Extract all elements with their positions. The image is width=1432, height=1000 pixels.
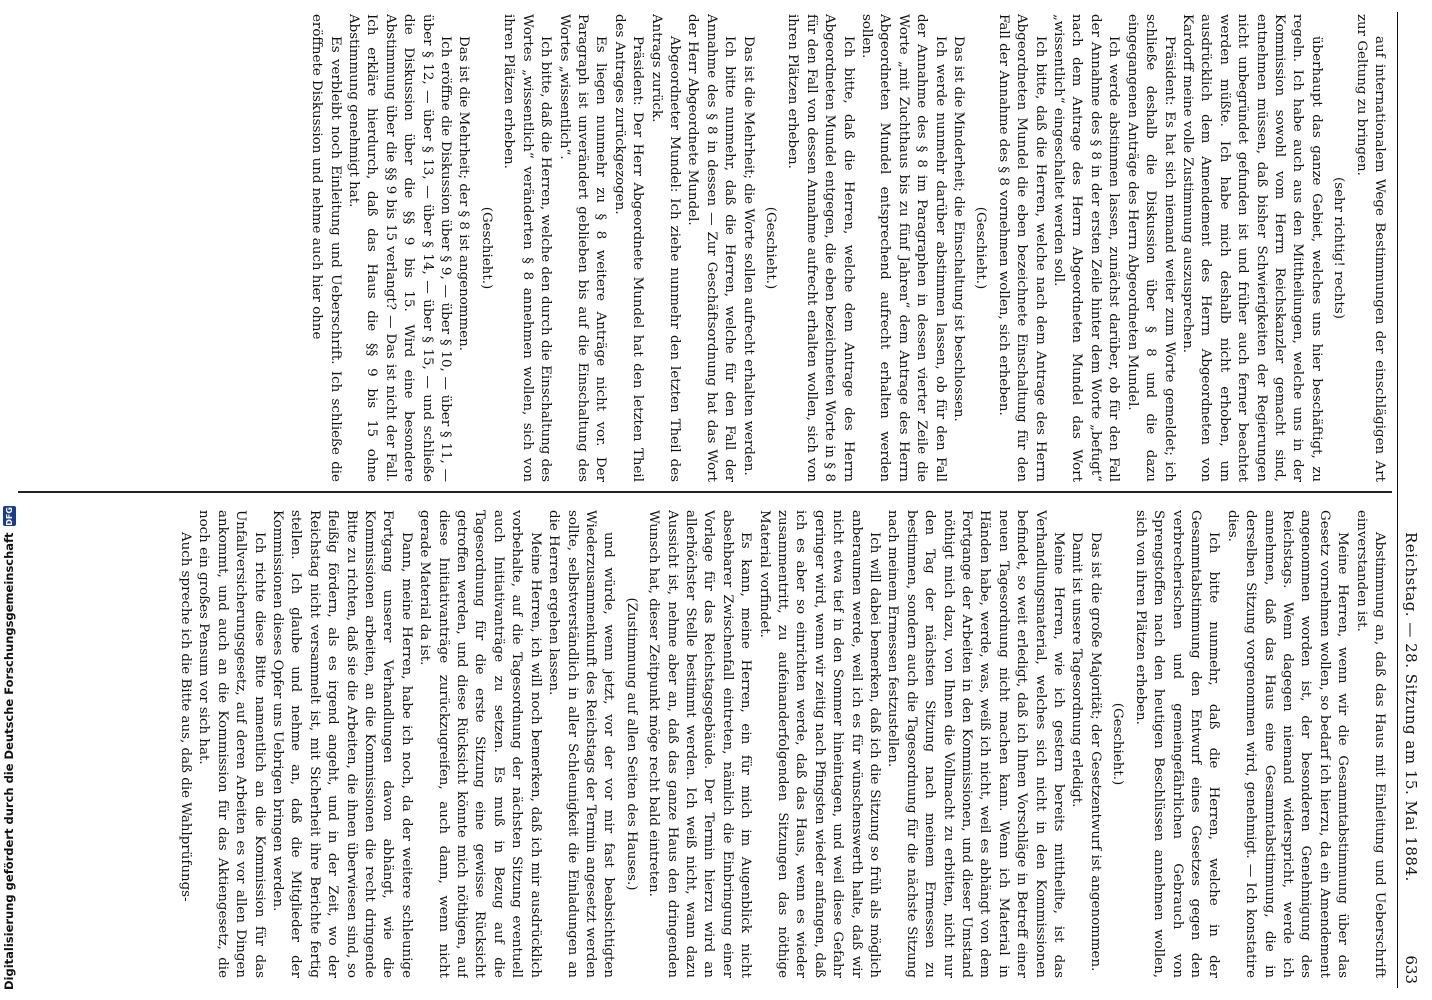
- paragraph: Ich werde nunmehr darüber abstimmen lassen, ob für den Fall der Annahme des § 8 im Paragraphen in dessen vierter Zeile die Worte „mit Zuchthaus bis zu fünf Jahren“ dem Antrage des Herrn Abgeordneten Mundel entsprechend aufrecht erhalten werden sollen.: [859, 14, 948, 482]
- paragraph: Auch spreche ich die Bitte aus, daß die Wahlprüfungs-: [178, 532, 193, 902]
- stage-direction: (Geschieht.): [973, 206, 989, 290]
- column-divider: [12, 491, 1392, 493]
- paragraph: Das ist die große Majorität; der Gesetzentwurf ist angenommen.: [1087, 532, 1103, 972]
- paragraph: Abgeordneter Mundel: Ich ziehe nunmehr den letzten Theil des Antrags zurück.: [648, 14, 682, 482]
- footer-strip: [0, 0, 18, 1000]
- paragraph: Ich richte diese Bitte namentlich an die Kommission für das Unfallversicherungsgesetz, auf deren Arbeiten es vor allen Dingen ankommt, und auch an die Kommission für das Aktiengesetz, die noch ein großes Pensum vor sich hat.: [196, 510, 267, 978]
- stage-direction: (Geschieht.): [763, 206, 778, 290]
- stage-direction: (sehr richtig! rechts): [1331, 177, 1347, 319]
- stage-direction: (Geschieht.): [478, 206, 494, 290]
- paragraph: Meine Herren, wie ich gestern bereits mittheilte, ist das Verhandlungsmaterial, welches sich nicht in den Kommissionen befindet, so weit erledigt, daß ich Ihnen Vorschläge in Betreff einer neuen Tagesordnung nicht machen kann. Wenn ich Material in Händen habe, werde, was, weiß ich nicht, weil es abhängt von dem Fortgange der Arbeiten in den Kommissionen, und dieser Umstand nöthigt mich dazu, von Ihnen die Vollmacht zu erbitten, nicht nur den Tag der nächsten Sitzung nach meinem Ermessen zu bestimmen, sondern auch die Tagesordnung für die nächste Sitzung nach meinem Ermessen festzustellen.: [885, 510, 1067, 978]
- paragraph: Das ist die Minderheit; die Einschaltung ist beschlossen.: [951, 36, 967, 422]
- paragraph: und würde, wenn jetzt, vor der vor mir fast beabsichtigten Wiederzusammenkunft des Reichstags der Termin angesetzt werden sollte, selbstverständlich in aller Schleunigkeit die Einladungen an die Herren ergehen lassen.: [546, 510, 617, 978]
- page-header: [1397, 12, 1424, 988]
- paragraph: Es liegen nunmehr zu § 8 weitere Anträge nicht vor. Der Paragraph ist unverändert geblieben bis auf die Einschaltung des Wortes „wissentlich“.: [556, 14, 609, 482]
- paragraph: Das ist die Mehrheit; der § 8 ist angenommen.: [456, 36, 472, 351]
- paragraph: Dann, meine Herren, habe ich noch, da der weitere schleunige Fortgang unserer Verhandlungen davon abhängt, wie die Kommissionen arbeiten, an die Kommissionen die recht dringende Bitte zu richten, daß sie die Arbeiten, die ihnen überwiesen sind, so fleißig fördern, als es irgend angeht, und in der Zeit, wo der Reichstag nicht versammelt ist, mit Sicherheit ihre Berichte fertig stellen. Ich glaube und nehme an, daß die Mitglieder der Kommissionen dieses Opfer uns Uebrigen bringen werden.: [270, 510, 414, 978]
- paragraph: Ich bitte, daß die Herren, welche den durch die Einschaltung des Wortes „wissentlich“ veränderten § 8 annehmen wollen, sich von ihren Plätzen erheben.: [501, 14, 554, 482]
- funding-text: Digitalisierung gefördert durch die Deutsche Forschungsgemeinschaft: [2, 532, 16, 990]
- funding-note: [0, 0, 18, 1000]
- stage-direction: (Geschieht.): [1110, 702, 1126, 786]
- paragraph: Meine Herren, ich will noch bemerken, daß ich mir ausdrücklich vorbehalte, auf die Tagesordnung der nächsten Sitzung eventuell auch Initiativanträge zu setzen. Es muß in Bezug auf die Tagesordnung für die erste Sitzung eine gewisse Rücksicht getroffen werden, und diese Rücksicht könnte mich nöthigen, auf diese Initiativanträge zurückzugreifen, auch dann, wenn nicht gerade Material da ist.: [417, 510, 543, 978]
- text-column-left: [8, 14, 1388, 482]
- paragraph: Es kann, meine Herren, ein für mich im Augenblick nicht absehbarer Zwischenfall eintreten, nämlich die Einbringung einer Vorlage für das Reichstagsgebäude. Der Termin hierzu wird an allerhöchster Stelle bestimmt werden. Ich weiß nicht, wann dazu Aussicht ist, nehme aber an, daß das ganze Haus den dringenden Wunsch hat, dieser Zeitpunkt möge recht bald eintreten.: [646, 510, 754, 978]
- paragraph: Ich bitte nunmehr, daß die Herren, welche in der Gesammtabstimmung den Entwurf eines Gesetzes gegen den verbrecherischen und gemeingefährlichen Gebrauch von Sprengstoffen nach den heutigen Beschlüssen annehmen wollen, sich von ihren Plätzen erheben.: [1132, 510, 1222, 978]
- dfg-logo: DFG: [5, 507, 14, 526]
- paragraph: Ich bitte nunmehr, daß die Herren, welche für den Fall der Annahme des § 8 in dessen — Zur Geschäftsordnung hat das Wort der Herr Abgeordnete Mundel.: [685, 14, 738, 482]
- text-column-right: [8, 510, 1388, 978]
- stage-direction: (Zustimmung auf allen Seiten des Hauses.): [623, 597, 639, 891]
- running-title: Reichstag. — 28. Sitzung am 15. Mai 1884.: [1402, 532, 1420, 882]
- paragraph: Ich will dabei bemerken, daß ich die Sitzung so früh als möglich anberaumen werde, weil ich es für wünschenswerth halte, daß wir nicht etwa tief in den Sommer hineintagen, und weil diese Gefahr geringer wird, wenn wir zeitig nach Pfingsten wieder anfangen, daß ich es aber so einrichten werde, daß das Haus, wenn es wieder zusammentritt, zu aufeinanderfolgenden Sitzungen das nöthige Material vorfindet.: [756, 510, 883, 978]
- paragraph: auf internationalem Wege Bestimmungen der einschlägigen Art zur Geltung zu bringen.: [1353, 14, 1387, 482]
- paragraph: Ich bitte, daß die Herren, welche dem Antrage des Herrn Abgeordneten Mundel entgegen, die eben bezeichneten Worte in § 8 für den Fall von dessen Annahme aufrecht erhalten wollen, sich von ihren Plätzen erheben.: [785, 14, 856, 482]
- paragraph: überhaupt das ganze Gebiet, welches uns hier beschäftigt, zu regeln. Ich habe auch aus den Mittheilungen, welche uns in der Kommission sowohl vom Herrn Reichskanzler gemacht sind, entnehmen müssen, daß bisher Schwierigkeiten der Regierungen nicht unbegründet gefunden ist und früher auch ferner beachtet werden müßte. Ich habe mich deshalb nicht erhoben, um ausdrücklich dem Amendement des Herrn Abgeordneten von Kardorff meine volle Zustimmung auszusprechen.: [1179, 14, 1324, 482]
- paragraph: Präsident: Der Herr Abgeordnete Mundel hat den letzten Theil des Antrages zurückgezogen.: [611, 14, 646, 482]
- paragraph: Ich eröffne die Diskussion über § 9, — über § 10, — über § 11, — über § 12, — über § 13, — über § 14, — über § 15, — und schließe die Diskussion über die §§ 9 bis 15. Wird eine besondere Abstimmung über die §§ 9 bis 15 verlangt? — Das ist nicht der Fall. Ich erkläre hierdurch, daß das Haus die §§ 9 bis 15 ohne Abstimmung genehmigt hat.: [346, 14, 454, 482]
- paragraph: Präsident: Es hat sich niemand weiter zum Worte gemeldet; ich schließe deshalb die Diskussion über § 8 und die dazu eingegangenen Anträge des Herrn Abgeordneten Mundel.: [1124, 14, 1177, 482]
- page-number: 633: [1402, 955, 1420, 984]
- paragraph: Meine Herren, wenn wir die Gesammtabstimmung über das Gesetz vornehmen wollen, so bedarf ich hierzu, da ein Amendement angenommen worden ist, der besonderen Genehmigung des Reichstags. Wenn dagegen niemand widerspricht, werde ich annehmen, daß das Haus eine Gesammtabstimmung, die in derselben Sitzung vorgenommen wird, genehmigt. — Ich konstatire dies.: [1224, 510, 1351, 978]
- paragraph: Das ist die Mehrheit; die Worte sollen aufrecht erhalten werden.: [740, 36, 756, 476]
- paragraph: Ich bitte, daß die Herren, welche nach dem Antrage des Herrn Abgeordneten Mundel die eben bezeichnete Einschaltung für den Fall der Annahme des § 8 vornehmen wollen, sich erheben.: [995, 14, 1048, 482]
- paragraph: Ich werde abstimmen lassen, zunächst darüber, ob für den Fall der Annahme des § 8 in der ersten Zeile hinter dem Worte „befugt“ nach dem Antrage des Herrn Abgeordneten Mundel das Wort „wissentlich“ eingeschaltet werden soll.: [1051, 14, 1122, 482]
- paragraph: Es verbleibt noch Einleitung und Ueberschrift. Ich schließe die eröffnete Diskussion und nehme auch hier ohne: [309, 14, 343, 482]
- paragraph: Damit ist unsere Tagesordnung erledigt.: [1069, 532, 1085, 808]
- paragraph: Abstimmung an, daß das Haus mit Einleitung und Ueberschrift einverstanden ist.: [1353, 510, 1387, 978]
